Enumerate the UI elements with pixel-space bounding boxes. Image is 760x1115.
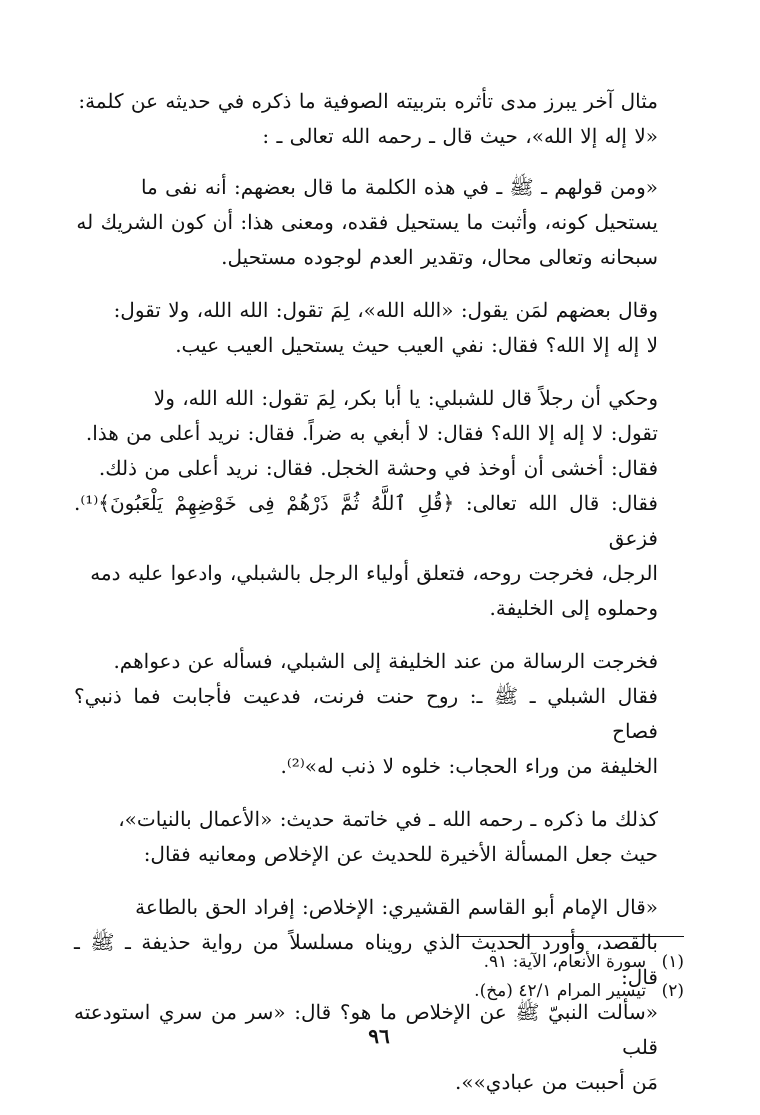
- paragraph-6: [74, 802, 684, 872]
- text-line: مثال آخر يبرز مدى تأثره بتربيته الصوفية ما ذكره في حديثه عن كلمة:: [78, 89, 658, 113]
- text-line: سبحانه وتعالى محال، وتقدير العدم لوجوده مستحيل.: [221, 245, 658, 269]
- paragraph-4: [74, 381, 684, 626]
- text-line: مَن أحببت من عبادي»».: [454, 1070, 658, 1094]
- footnotes: [74, 948, 684, 1006]
- text-line: «سألت النبيّ ﷺ عن الإخلاص ما هو؟ قال: «سر من سري استودعته قلب: [74, 1000, 658, 1059]
- text-line: تقول: لا إله إلا الله؟ فقال: لا أبغي به ضراً. فقال: نريد أعلى من هذا.: [85, 421, 658, 445]
- text-line: وقال بعضهم لمَن يقول: «الله الله»، لِمَ تقول: الله الله، ولا تقول:: [113, 298, 658, 322]
- footnote-divider: [456, 936, 684, 937]
- paragraph-3: [74, 293, 684, 363]
- footnote-number: (٢): [661, 981, 684, 1001]
- paragraph-1: [74, 84, 684, 154]
- text-line: حيث جعل المسألة الأخيرة للحديث عن الإخلاص ومعانيه فقال:: [143, 842, 658, 866]
- paragraph-2: [74, 170, 684, 275]
- footnote-2: [74, 977, 684, 1006]
- text-line: الرجل، فخرجت روحه، فتعلق أولياء الرجل بالشبلي، وادعوا عليه دمه: [90, 561, 658, 585]
- text-line: وحملوه إلى الخليفة.: [489, 596, 658, 620]
- book-page: [74, 84, 684, 1115]
- footnote-number: (١): [661, 952, 684, 972]
- text-line: كذلك ما ذكره ـ رحمه الله ـ في خاتمة حديث: «الأعمال بالنيات»،: [118, 807, 658, 831]
- footnote-1: [74, 948, 684, 977]
- text-line: لا إله إلا الله؟ فقال: نفي العيب حيث يستحيل العيب عيب.: [175, 333, 658, 357]
- text-line: «ومن قولهم ـ ﷺ ـ في هذه الكلمة ما قال بعضهم: أنه نفى ما: [140, 175, 658, 199]
- paragraph-5: [74, 644, 684, 784]
- text-line: وحكي أن رجلاً قال للشبلي: يا أبا بكر، لِمَ تقول: الله الله، ولا: [153, 386, 658, 410]
- footnote-text: تيسير المرام ٤٢/١ (مخ).: [474, 981, 647, 1001]
- text-line: «لا إله إلا الله»، حيث قال ـ رحمه الله تعالى ـ :: [262, 124, 658, 148]
- text-line: فقال: قال الله تعالى: ﴿قُلِ ٱللَّهُ ثُمَّ ذَرْهُمْ فِى خَوْضِهِمْ يَلْعَبُونَ﴾⁽¹⁾. فزعق: [74, 491, 658, 550]
- text-line: «قال الإمام أبو القاسم القشيري: الإخلاص: إفراد الحق بالطاعة: [135, 895, 658, 919]
- footnote-text: سورة الأنعام، الآية: ٩١.: [483, 952, 647, 972]
- text-line: فقال: أخشى أن أوخذ في وحشة الخجل. فقال: نريد أعلى من ذلك.: [98, 456, 658, 480]
- text-line: فقال الشبلي ـ ﷺ ـ: روح حنت فرنت، فدعيت فأجابت فما ذنبي؟ فصاح: [74, 684, 658, 743]
- text-line: بالقصد، وأورد الحديث الذي رويناه مسلسلاً من رواية حذيفة ـ ﷺ ـ قال:: [74, 930, 658, 989]
- text-line: يستحيل كونه، وأثبت ما يستحيل فقده، ومعنى هذا: أن كون الشريك له: [76, 210, 658, 234]
- text-line: فخرجت الرسالة من عند الخليفة إلى الشبلي، فسأله عن دعواهم.: [113, 649, 658, 673]
- text-line: الخليفة من وراء الحجاب: خلوه لا ذنب له»⁽²⁾.: [280, 754, 658, 778]
- page-number: ٩٦: [368, 1024, 390, 1048]
